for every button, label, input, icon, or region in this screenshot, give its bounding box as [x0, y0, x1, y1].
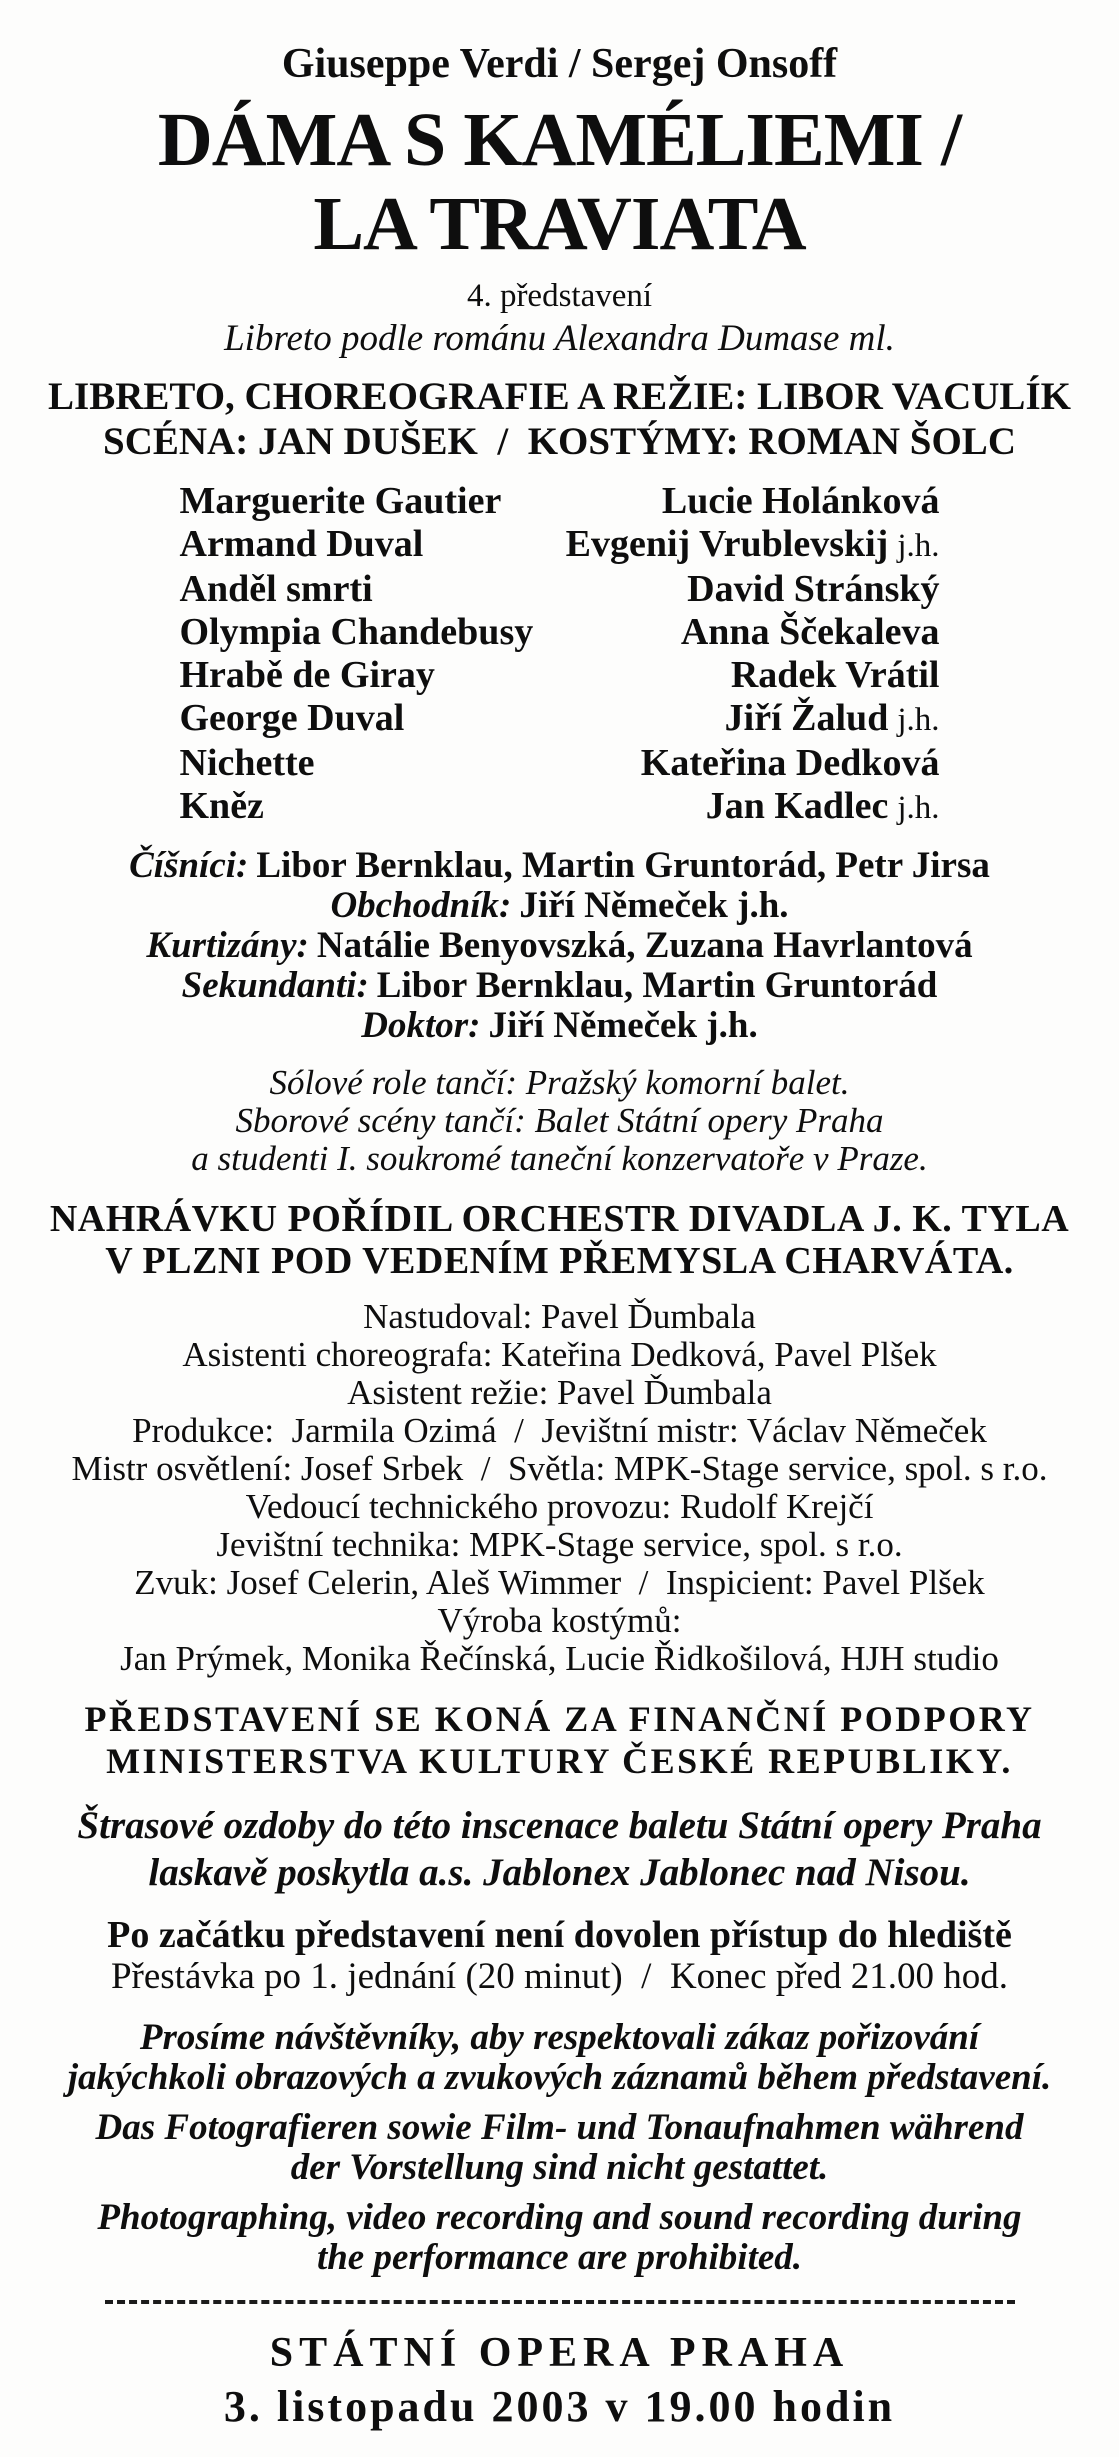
production-credit: Asistent režie: Pavel Ďumbala	[347, 1373, 772, 1412]
recording-note-line2: V PLZNI POD VEDENÍM PŘEMYSLA CHARVÁTA.	[105, 1240, 1014, 1282]
group-role-line	[0, 886, 1119, 926]
cast-row	[180, 611, 940, 654]
production-credit: Asistenti choreografa: Kateřina Dedková, Pavel Plšek	[182, 1335, 937, 1374]
notice-en-line1: Photographing, video recording and sound recording during	[97, 2197, 1022, 2238]
role-name: Olympia Chandebusy	[179, 611, 534, 653]
group-role-line	[0, 1006, 1119, 1046]
group-role-line	[0, 846, 1119, 886]
group-role-label: Sekundanti:	[181, 965, 369, 1006]
credits-heading-line2: SCÉNA: JAN DUŠEK / KOSTÝMY: ROMAN ŠOLC	[103, 420, 1016, 463]
role-name: Kněz	[179, 785, 264, 827]
dance-note: Sólové role tančí: Pražský komorní balet.	[269, 1063, 850, 1102]
dance-notes	[0, 1064, 1119, 1178]
sponsor-note-line1: Štrasové ozdoby do této inscenace baletu Státní opery Praha	[77, 1804, 1042, 1847]
group-role-names: Jiří Němeček j.h.	[488, 1005, 758, 1046]
credits-heading-line1: LIBRETO, CHOREOGRAFIE A REŽIE: LIBOR VACULÍK	[48, 375, 1071, 418]
performer-name: Jan Kadlec j.h.	[705, 785, 940, 827]
cast-row	[180, 480, 940, 523]
performer-name: Radek Vrátil	[730, 654, 940, 696]
guest-suffix: j.h.	[897, 528, 940, 564]
group-role-label: Obchodník:	[330, 885, 512, 926]
production-credits	[0, 1298, 1119, 1678]
production-credit: Zvuk: Josef Celerin, Aleš Wimmer / Inspicient: Pavel Plšek	[134, 1563, 985, 1602]
main-title	[0, 98, 1119, 266]
group-roles	[0, 846, 1119, 1046]
notice-cz-line1: Prosíme návštěvníky, aby respektovali zákaz pořizování	[139, 2017, 980, 2058]
role-name: Armand Duval	[179, 523, 424, 565]
house-rule-entry: Po začátku představení není dovolen přístup do hlediště	[107, 1914, 1012, 1956]
group-role-names: Libor Bernklau, Martin Gruntorád	[376, 965, 938, 1006]
support-note-line1: PŘEDSTAVENÍ SE KONÁ ZA FINANČNÍ PODPORY	[84, 1699, 1035, 1739]
dance-note: Sborové scény tančí: Balet Státní opery Praha	[235, 1101, 884, 1140]
production-credit: Nastudoval: Pavel Ďumbala	[363, 1297, 756, 1336]
cast-row	[180, 568, 940, 611]
group-role-names: Libor Bernklau, Martin Gruntorád, Petr Jirsa	[256, 845, 990, 886]
group-role-names: Natálie Benyovszká, Zuzana Havrlantová	[316, 925, 973, 966]
group-role-label: Kurtizány:	[146, 925, 309, 966]
support-note	[0, 1698, 1119, 1782]
main-title-line2: LA TRAVIATA	[313, 182, 806, 266]
production-credit: Vedoucí technického provozu: Rudolf Krejčí	[245, 1487, 874, 1526]
guest-suffix: j.h.	[897, 790, 940, 826]
performer-name: Anna Ščekaleva	[680, 611, 940, 653]
dance-note: a studenti I. soukromé taneční konzervatoře v Praze.	[191, 1139, 928, 1178]
cast-row	[180, 785, 940, 830]
group-role-line	[0, 926, 1119, 966]
guest-suffix: j.h.	[897, 702, 940, 738]
sponsor-note-line2: laskavě poskytla a.s. Jablonex Jablonec nad Nisou.	[148, 1851, 971, 1894]
production-credit: Jevištní technika: MPK-Stage service, spol. s r.o.	[216, 1525, 903, 1564]
main-title-line1: DÁMA S KAMÉLIEMI /	[157, 98, 962, 182]
sponsor-note	[0, 1802, 1119, 1896]
recording-note	[0, 1198, 1119, 1282]
role-name: Nichette	[179, 742, 315, 784]
performer-name: David Stránský	[687, 568, 940, 610]
notice-de-line1: Das Fotografieren sowie Film- und Tonaufnahmen während	[95, 2107, 1024, 2148]
group-role-label: Číšníci:	[129, 845, 249, 886]
performer-name: Evgenij Vrublevskij j.h.	[565, 523, 940, 565]
house-rules	[0, 1914, 1119, 1998]
role-name: George Duval	[179, 697, 405, 739]
production-credit: Jan Prýmek, Monika Řečínská, Lucie Řidkošilová, HJH studio	[120, 1639, 999, 1678]
performance-date: 3. listopadu 2003 v 19.00 hodin	[223, 2382, 896, 2431]
venue-name: STÁTNÍ OPERA PRAHA	[269, 2330, 850, 2376]
support-note-line2: MINISTERSTVA KULTURY ČESKÉ REPUBLIKY.	[106, 1741, 1013, 1781]
production-credit: Výroba kostýmů:	[437, 1601, 682, 1640]
group-role-line	[0, 966, 1119, 1006]
cast-row	[180, 742, 940, 785]
notice-de-line2: der Vorstellung sind nicht gestattet.	[290, 2147, 829, 2188]
notice-en-line2: the performance are prohibited.	[316, 2237, 803, 2278]
dashed-divider	[105, 2300, 1015, 2304]
group-role-label: Doktor:	[361, 1005, 481, 1046]
notice-cz-line2: jakýchkoli obrazových a zvukových záznamů během představení.	[67, 2057, 1052, 2098]
libretto-note: Libreto podle románu Alexandra Dumase ml.	[224, 318, 895, 359]
notice-cz	[0, 2018, 1119, 2098]
performer-name: Kateřina Dedková	[640, 742, 940, 784]
production-credit: Mistr osvětlení: Josef Srbek / Světla: MPK-Stage service, spol. s r.o.	[71, 1449, 1048, 1488]
cast-list	[180, 480, 940, 830]
recording-note-line1: NAHRÁVKU POŘÍDIL ORCHESTR DIVADLA J. K. TYLA	[49, 1198, 1070, 1240]
cast-row	[180, 654, 940, 697]
role-name: Hrabě de Giray	[179, 654, 435, 696]
house-rule-interval: Přestávka po 1. jednání (20 minut) / Konec před 21.00 hod.	[110, 1956, 1009, 1997]
role-name: Anděl smrti	[179, 568, 373, 610]
cast-row	[180, 523, 940, 568]
notice-de	[0, 2108, 1119, 2188]
cast-row	[180, 697, 940, 742]
performer-name: Lucie Holánková	[661, 480, 940, 522]
group-role-names: Jiří Němeček j.h.	[519, 885, 789, 926]
production-credit: Produkce: Jarmila Ozimá / Jevištní mistr: Václav Němeček	[132, 1411, 987, 1450]
notice-en	[0, 2198, 1119, 2278]
credits-heading	[0, 374, 1119, 464]
performer-name: Jiří Žalud j.h.	[724, 697, 940, 739]
role-name: Marguerite Gautier	[179, 480, 502, 522]
performance-number: 4. představení	[466, 278, 653, 314]
authors-line: Giuseppe Verdi / Sergej Onsoff	[281, 41, 838, 87]
